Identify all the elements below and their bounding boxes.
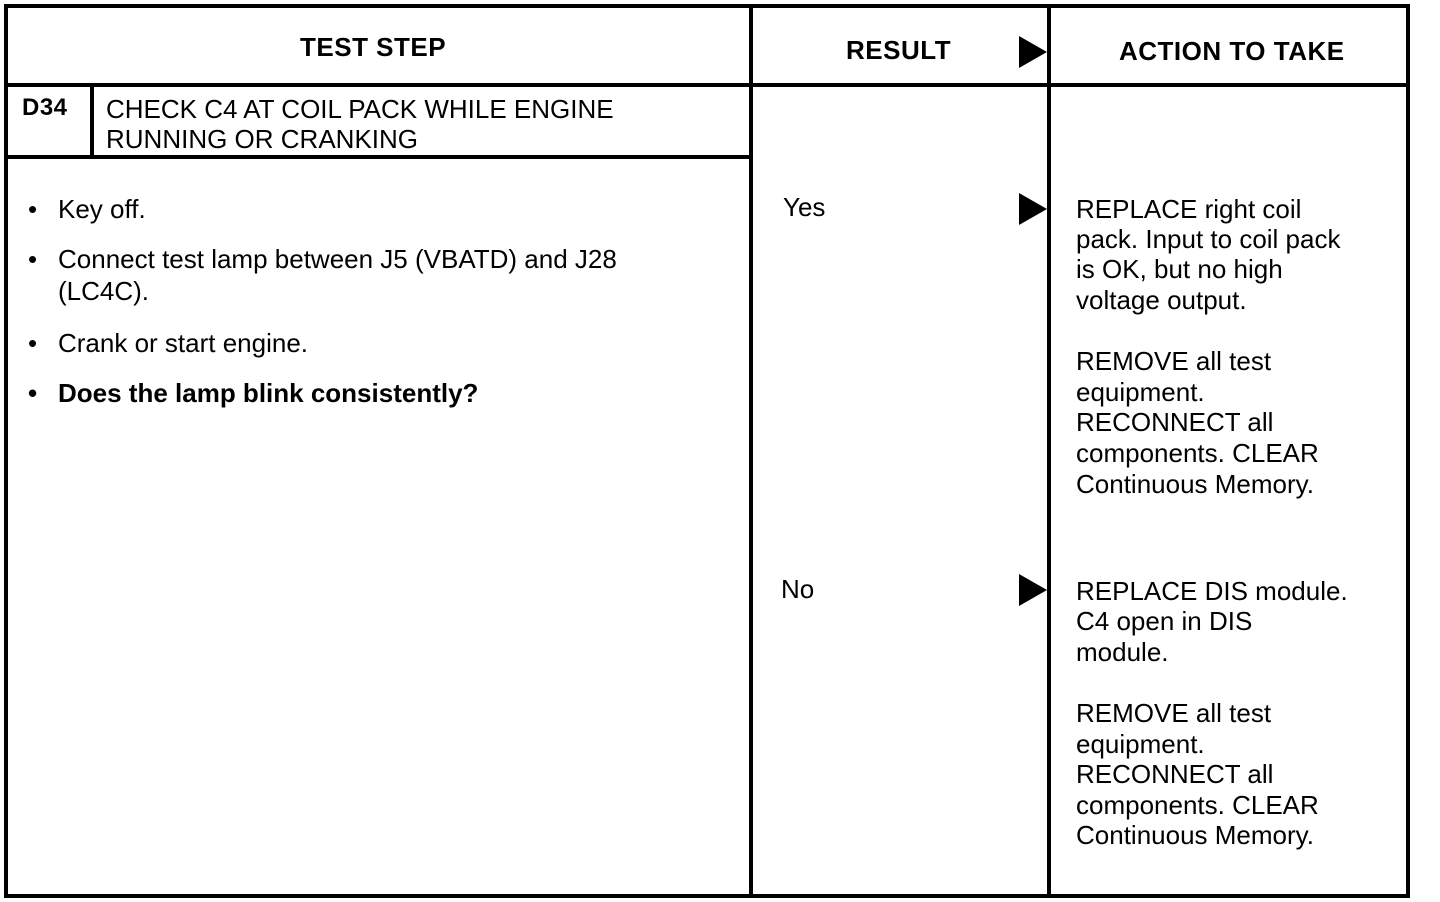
action-yes-line9: Continuous Memory. [1076, 469, 1314, 499]
action-no-line6: RECONNECT all [1076, 759, 1274, 789]
action-yes-line1: REPLACE right coil [1076, 194, 1302, 224]
instruction-2: • Connect test lamp between J5 (VBATD) and J28 [58, 244, 617, 274]
action-no-line7: components. CLEAR [1076, 790, 1319, 820]
header-result: RESULT [846, 35, 952, 65]
column-divider-2 [1047, 4, 1051, 898]
action-no-line1: REPLACE DIS module. [1076, 576, 1348, 606]
action-no-line2: C4 open in DIS [1076, 606, 1253, 636]
step-title-divider [4, 155, 753, 159]
action-yes-line5: REMOVE all test [1076, 346, 1272, 376]
header-test-step: TEST STEP [300, 32, 447, 62]
action-yes-line6: equipment. [1076, 377, 1205, 407]
action-no-line4: REMOVE all test [1076, 698, 1272, 728]
header-divider [4, 83, 1410, 87]
action-yes-line3: is OK, but no high [1076, 254, 1283, 284]
action-no-line8: Continuous Memory. [1076, 820, 1314, 850]
instruction-1: • Key off. [58, 194, 146, 224]
result-arrow-icon [1019, 36, 1047, 68]
instruction-3: • Crank or start engine. [58, 328, 308, 358]
action-yes-line2: pack. Input to coil pack [1076, 224, 1341, 254]
instruction-4: • Does the lamp blink consistently? [58, 378, 478, 408]
step-title-line1: CHECK C4 AT COIL PACK WHILE ENGINE [106, 94, 614, 124]
action-yes-line7: RECONNECT all [1076, 407, 1274, 437]
step-title-line2: RUNNING OR CRANKING [106, 124, 419, 154]
no-arrow-icon [1019, 574, 1047, 606]
action-no-line3: module. [1076, 637, 1169, 667]
step-id-divider [90, 83, 94, 159]
step-id: D34 [22, 94, 68, 121]
yes-arrow-icon [1019, 193, 1047, 225]
action-yes-line8: components. CLEAR [1076, 438, 1319, 468]
result-yes: Yes [783, 192, 826, 222]
instruction-2-continued: (LC4C). [58, 276, 150, 306]
header-action-to-take: ACTION TO TAKE [1119, 36, 1345, 66]
action-yes-line4: voltage output. [1076, 285, 1247, 315]
result-no: No [781, 574, 815, 604]
action-no-line5: equipment. [1076, 729, 1205, 759]
column-divider-1 [749, 4, 753, 898]
